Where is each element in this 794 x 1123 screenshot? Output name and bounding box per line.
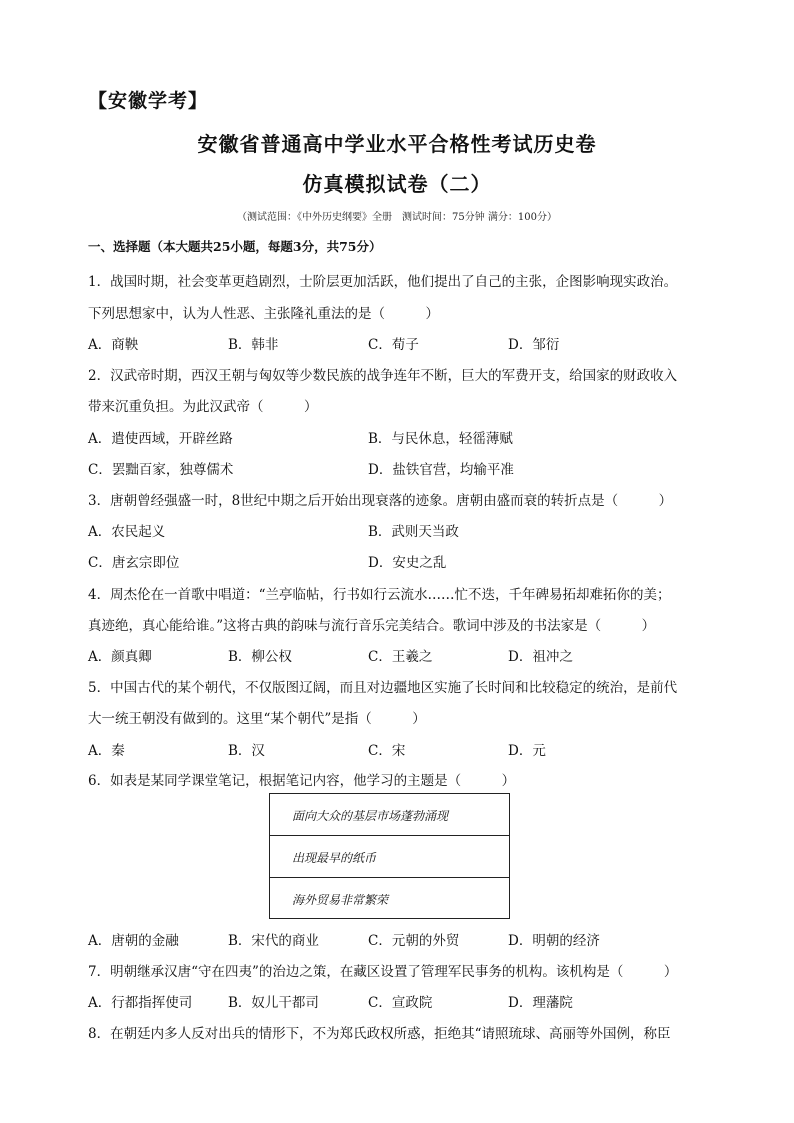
question-6-option-b: B．宋代的商业 [228, 933, 319, 949]
question-7-option-d: D．理藩院 [508, 995, 573, 1011]
question-1-line-1: 1．战国时期，社会变革更趋剧烈，士阶层更加活跃，他们提出了自己的主张，企图影响现实政治。 [88, 274, 678, 290]
notes-row: 面向大众的基层市场蓬勃涌现 [270, 794, 509, 836]
class-notes-table [269, 793, 510, 919]
question-2-line-1: 2．汉武帝时期，西汉王朝与匈奴等少数民族的战争连年不断，巨大的军费开支，给国家的财政收入 [88, 368, 678, 384]
question-5-option-b: B．汉 [228, 743, 265, 759]
question-4-option-a: A．颜真卿 [88, 649, 152, 665]
exam-subtitle: 仿真模拟试卷（二） [302, 172, 492, 196]
question-4-line-2: 真迹绝，真心能给谁。”这将古典的韵味与流行音乐完美结合。歌词中涉及的书法家是（ ） [88, 618, 656, 634]
question-5-option-d: D．元 [508, 743, 546, 759]
question-3-option-b: B．武则天当政 [368, 524, 459, 540]
question-3-option-d: D．安史之乱 [368, 555, 447, 571]
question-7-line-1: 7．明朝继承汉唐“守在四夷”的治边之策，在藏区设置了管理军民事务的机构。该机构是（ ） [88, 964, 678, 980]
question-5-option-a: A．秦 [88, 743, 125, 759]
question-1-line-2: 下列思想家中，认为人性恶、主张隆礼重法的是（ ） [88, 306, 439, 322]
question-4-option-b: B．柳公权 [228, 649, 292, 665]
question-1-option-a: A．商鞅 [88, 337, 139, 353]
question-7-option-b: B．奴儿干都司 [228, 995, 319, 1011]
question-6-option-d: D．明朝的经济 [508, 933, 600, 949]
question-6-option-a: A．唐朝的金融 [88, 933, 179, 949]
question-5-option-c: C．宋 [368, 743, 406, 759]
question-4-option-d: D．祖冲之 [508, 649, 573, 665]
question-3-option-a: A．农民起义 [88, 524, 166, 540]
question-2-option-a: A．遣使西域，开辟丝路 [88, 431, 233, 447]
notes-row: 海外贸易非常繁荣 [292, 893, 389, 907]
question-1-option-d: D．邹衍 [508, 337, 560, 353]
question-7-option-a: A．行都指挥使司 [88, 995, 193, 1011]
question-6-option-c: C．元朝的外贸 [368, 933, 460, 949]
question-8-line-1: 8．在朝廷内多人反对出兵的情形下，不为郑氏政权所惑，拒绝其“请照琉球、高丽等外国例，称臣 [88, 1026, 671, 1042]
question-2-option-d: D．盐铁官营，均输平准 [368, 462, 514, 478]
notes-row: 出现最早的纸币 [270, 836, 509, 878]
exam-tag: 【安徽学考】 [88, 90, 209, 112]
question-5-line-1: 5．中国古代的某个朝代，不仅版图辽阔，而且对边疆地区实施了长时间和比较稳定的统治，是前代 [88, 680, 678, 696]
question-4-line-1: 4．周杰伦在一首歌中唱道：“兰亭临帖，行书如行云流水……忙不迭，千年碑易拓却难拓你的美； [88, 587, 671, 603]
question-4-option-c: C．王羲之 [368, 649, 433, 665]
question-7-option-c: C．宣政院 [368, 995, 433, 1011]
question-2-option-c: C．罢黜百家，独尊儒术 [88, 462, 234, 478]
question-2-line-2: 带来沉重负担。为此汉武帝（ ） [88, 399, 318, 415]
question-3-line-1: 3．唐朝曾经强盛一时，8世纪中期之后开始出现衰落的迹象。唐朝由盛而衰的转折点是（ ） [88, 493, 673, 509]
exam-title: 安徽省普通高中学业水平合格性考试历史卷 [197, 132, 597, 156]
question-5-line-2: 大一统王朝没有做到的。这里“某个朝代”是指（ ） [88, 711, 426, 727]
question-2-option-b: B．与民休息，轻徭薄赋 [368, 431, 513, 447]
question-1-option-b: B．韩非 [228, 337, 279, 353]
exam-scope: （测试范围：《中外历史纲要》全册 测试时间：75分钟 满分：100分） [237, 212, 557, 223]
section-heading: 一、选择题（本大题共25小题，每题3分，共75分） [88, 239, 382, 254]
question-3-option-c: C．唐玄宗即位 [88, 555, 180, 571]
question-6-line-1: 6．如表是某同学课堂笔记，根据笔记内容，他学习的主题是（ ） [88, 773, 516, 789]
question-1-option-c: C．荀子 [368, 337, 419, 353]
